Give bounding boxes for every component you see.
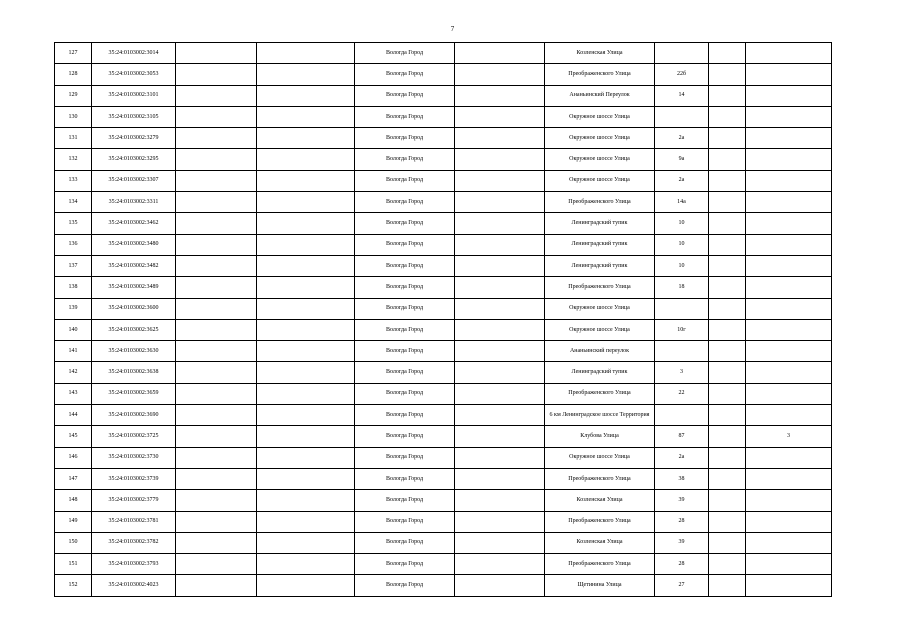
street-cell: Окружное шоссе Улица (545, 106, 655, 127)
street-cell: Преображенского Улица (545, 64, 655, 85)
empty-cell-d (709, 234, 746, 255)
cadastral-number-cell: 35:24:0103002:3730 (92, 447, 176, 468)
row-number-cell: 145 (55, 426, 92, 447)
row-number-cell: 135 (55, 213, 92, 234)
table-row (55, 575, 832, 596)
street-cell: Окружное шоссе Улица (545, 128, 655, 149)
city-cell: Вологда Город (355, 405, 455, 426)
cadastral-number-cell: 35:24:0103002:4023 (92, 575, 176, 596)
empty-cell-b (257, 532, 355, 553)
empty-cell-c (455, 149, 545, 170)
empty-cell-b (257, 511, 355, 532)
city-cell: Вологда Город (355, 426, 455, 447)
apartment-cell (746, 43, 832, 64)
empty-cell-b (257, 426, 355, 447)
apartment-cell (746, 192, 832, 213)
table-row (55, 468, 832, 489)
row-number-cell: 131 (55, 128, 92, 149)
house-number-cell: 87 (655, 426, 709, 447)
empty-cell-c (455, 405, 545, 426)
apartment-cell (746, 447, 832, 468)
table-row (55, 426, 832, 447)
apartment-cell (746, 85, 832, 106)
empty-cell-d (709, 362, 746, 383)
empty-cell-d (709, 64, 746, 85)
empty-cell-d (709, 128, 746, 149)
table-row (55, 106, 832, 127)
cadastral-number-cell: 35:24:0103002:3793 (92, 554, 176, 575)
empty-cell-c (455, 106, 545, 127)
house-number-cell: 2а (655, 447, 709, 468)
empty-cell-b (257, 234, 355, 255)
empty-cell-d (709, 405, 746, 426)
house-number-cell (655, 106, 709, 127)
apartment-cell (746, 341, 832, 362)
row-number-cell: 152 (55, 575, 92, 596)
cadastral-number-cell: 35:24:0103002:3307 (92, 170, 176, 191)
page-number: 7 (450, 25, 455, 33)
empty-cell-d (709, 532, 746, 553)
city-cell: Вологда Город (355, 362, 455, 383)
city-cell: Вологда Город (355, 234, 455, 255)
table-row (55, 85, 832, 106)
empty-cell-b (257, 170, 355, 191)
house-number-cell: 38 (655, 468, 709, 489)
empty-cell-a (176, 106, 257, 127)
empty-cell-d (709, 575, 746, 596)
empty-cell-d (709, 468, 746, 489)
city-cell: Вологда Город (355, 447, 455, 468)
cadastral-number-cell: 35:24:0103002:3295 (92, 149, 176, 170)
empty-cell-a (176, 405, 257, 426)
apartment-cell (746, 532, 832, 553)
empty-cell-d (709, 319, 746, 340)
street-cell: Окружное шоссе Улица (545, 298, 655, 319)
empty-cell-c (455, 170, 545, 191)
house-number-cell: 22 (655, 383, 709, 404)
empty-cell-a (176, 532, 257, 553)
row-number-cell: 129 (55, 85, 92, 106)
empty-cell-b (257, 468, 355, 489)
empty-cell-c (455, 490, 545, 511)
empty-cell-c (455, 85, 545, 106)
apartment-cell (746, 64, 832, 85)
house-number-cell: 10 (655, 255, 709, 276)
empty-cell-c (455, 192, 545, 213)
cadastral-number-cell: 35:24:0103002:3625 (92, 319, 176, 340)
row-number-cell: 138 (55, 277, 92, 298)
table-row (55, 511, 832, 532)
empty-cell-a (176, 64, 257, 85)
empty-cell-d (709, 170, 746, 191)
row-number-cell: 148 (55, 490, 92, 511)
cadastral-number-cell: 35:24:0103002:3638 (92, 362, 176, 383)
cadastral-number-cell: 35:24:0103002:3659 (92, 383, 176, 404)
empty-cell-a (176, 554, 257, 575)
city-cell: Вологда Город (355, 106, 455, 127)
house-number-cell: 2а (655, 170, 709, 191)
table-row (55, 213, 832, 234)
empty-cell-d (709, 149, 746, 170)
apartment-cell (746, 362, 832, 383)
empty-cell-c (455, 532, 545, 553)
empty-cell-d (709, 277, 746, 298)
cadastral-number-cell: 35:24:0103002:3782 (92, 532, 176, 553)
empty-cell-a (176, 85, 257, 106)
house-number-cell (655, 341, 709, 362)
empty-cell-b (257, 554, 355, 575)
empty-cell-a (176, 490, 257, 511)
house-number-cell: 18 (655, 277, 709, 298)
empty-cell-d (709, 298, 746, 319)
empty-cell-b (257, 255, 355, 276)
street-cell: Ленинградский тупик (545, 213, 655, 234)
row-number-cell: 128 (55, 64, 92, 85)
table-row (55, 362, 832, 383)
city-cell: Вологда Город (355, 213, 455, 234)
table-row (55, 490, 832, 511)
empty-cell-b (257, 192, 355, 213)
apartment-cell (746, 128, 832, 149)
empty-cell-d (709, 426, 746, 447)
table-row (55, 192, 832, 213)
empty-cell-c (455, 341, 545, 362)
row-number-cell: 144 (55, 405, 92, 426)
empty-cell-a (176, 511, 257, 532)
apartment-cell (746, 554, 832, 575)
city-cell: Вологда Город (355, 490, 455, 511)
city-cell: Вологда Город (355, 468, 455, 489)
row-number-cell: 136 (55, 234, 92, 255)
street-cell: Щетинина Улица (545, 575, 655, 596)
empty-cell-a (176, 128, 257, 149)
house-number-cell: 10г (655, 319, 709, 340)
apartment-cell (746, 234, 832, 255)
empty-cell-c (455, 426, 545, 447)
apartment-cell (746, 511, 832, 532)
empty-cell-b (257, 490, 355, 511)
table-row (55, 383, 832, 404)
apartment-cell (746, 468, 832, 489)
street-cell: Ленинградский тупик (545, 255, 655, 276)
row-number-cell: 127 (55, 43, 92, 64)
empty-cell-b (257, 341, 355, 362)
row-number-cell: 146 (55, 447, 92, 468)
city-cell: Вологда Город (355, 255, 455, 276)
empty-cell-a (176, 170, 257, 191)
apartment-cell (746, 277, 832, 298)
empty-cell-a (176, 383, 257, 404)
empty-cell-a (176, 277, 257, 298)
apartment-cell (746, 298, 832, 319)
empty-cell-d (709, 213, 746, 234)
city-cell: Вологда Город (355, 43, 455, 64)
empty-cell-c (455, 255, 545, 276)
empty-cell-c (455, 234, 545, 255)
empty-cell-d (709, 255, 746, 276)
apartment-cell (746, 106, 832, 127)
row-number-cell: 137 (55, 255, 92, 276)
cadastral-number-cell: 35:24:0103002:3014 (92, 43, 176, 64)
cadastral-number-cell: 35:24:0103002:3690 (92, 405, 176, 426)
city-cell: Вологда Город (355, 170, 455, 191)
empty-cell-b (257, 149, 355, 170)
table-row (55, 341, 832, 362)
house-number-cell: 10 (655, 234, 709, 255)
table-row (55, 255, 832, 276)
apartment-cell (746, 255, 832, 276)
empty-cell-c (455, 277, 545, 298)
empty-cell-c (455, 511, 545, 532)
row-number-cell: 139 (55, 298, 92, 319)
apartment-cell (746, 405, 832, 426)
registry-table-body (55, 43, 832, 597)
cadastral-number-cell: 35:24:0103002:3480 (92, 234, 176, 255)
house-number-cell (655, 405, 709, 426)
table-row (55, 554, 832, 575)
empty-cell-c (455, 447, 545, 468)
street-cell: Преображенского Улица (545, 554, 655, 575)
street-cell: Ленинградский тупик (545, 362, 655, 383)
street-cell: Преображенского Улица (545, 511, 655, 532)
empty-cell-c (455, 575, 545, 596)
table-row (55, 43, 832, 64)
row-number-cell: 142 (55, 362, 92, 383)
empty-cell-c (455, 128, 545, 149)
city-cell: Вологда Город (355, 192, 455, 213)
row-number-cell: 151 (55, 554, 92, 575)
city-cell: Вологда Город (355, 554, 455, 575)
empty-cell-a (176, 447, 257, 468)
city-cell: Вологда Город (355, 149, 455, 170)
table-row (55, 64, 832, 85)
empty-cell-b (257, 362, 355, 383)
registry-table (54, 42, 832, 597)
empty-cell-c (455, 383, 545, 404)
house-number-cell: 39 (655, 490, 709, 511)
city-cell: Вологда Город (355, 341, 455, 362)
cadastral-number-cell: 35:24:0103002:3739 (92, 468, 176, 489)
house-number-cell: 27 (655, 575, 709, 596)
street-cell: Преображенского Улица (545, 277, 655, 298)
empty-cell-a (176, 298, 257, 319)
street-cell: Преображенского Улица (545, 192, 655, 213)
table-row (55, 170, 832, 191)
cadastral-number-cell: 35:24:0103002:3725 (92, 426, 176, 447)
cadastral-number-cell: 35:24:0103002:3489 (92, 277, 176, 298)
row-number-cell: 149 (55, 511, 92, 532)
empty-cell-b (257, 319, 355, 340)
empty-cell-b (257, 213, 355, 234)
apartment-cell (746, 149, 832, 170)
street-cell: Ананьинский Переулок (545, 85, 655, 106)
empty-cell-d (709, 192, 746, 213)
house-number-cell: 28 (655, 511, 709, 532)
row-number-cell: 140 (55, 319, 92, 340)
city-cell: Вологда Город (355, 532, 455, 553)
empty-cell-d (709, 341, 746, 362)
city-cell: Вологда Город (355, 277, 455, 298)
city-cell: Вологда Город (355, 511, 455, 532)
city-cell: Вологда Город (355, 128, 455, 149)
empty-cell-d (709, 85, 746, 106)
city-cell: Вологда Город (355, 319, 455, 340)
street-cell: Козленская Улица (545, 532, 655, 553)
row-number-cell: 150 (55, 532, 92, 553)
empty-cell-d (709, 106, 746, 127)
apartment-cell (746, 575, 832, 596)
cadastral-number-cell: 35:24:0103002:3279 (92, 128, 176, 149)
street-cell: Клубова Улица (545, 426, 655, 447)
empty-cell-b (257, 64, 355, 85)
apartment-cell: 3 (746, 426, 832, 447)
empty-cell-a (176, 468, 257, 489)
house-number-cell (655, 43, 709, 64)
street-cell: Ленинградский тупик (545, 234, 655, 255)
city-cell: Вологда Город (355, 298, 455, 319)
street-cell: Преображенского Улица (545, 383, 655, 404)
empty-cell-d (709, 490, 746, 511)
street-cell: Окружное шоссе Улица (545, 149, 655, 170)
empty-cell-c (455, 554, 545, 575)
empty-cell-c (455, 298, 545, 319)
empty-cell-b (257, 43, 355, 64)
cadastral-number-cell: 35:24:0103002:3482 (92, 255, 176, 276)
cadastral-number-cell: 35:24:0103002:3600 (92, 298, 176, 319)
empty-cell-d (709, 554, 746, 575)
house-number-cell: 14а (655, 192, 709, 213)
empty-cell-c (455, 43, 545, 64)
row-number-cell: 147 (55, 468, 92, 489)
street-cell: Преображенского Улица (545, 468, 655, 489)
empty-cell-a (176, 43, 257, 64)
row-number-cell: 141 (55, 341, 92, 362)
house-number-cell: 3 (655, 362, 709, 383)
apartment-cell (746, 319, 832, 340)
row-number-cell: 134 (55, 192, 92, 213)
house-number-cell: 2а (655, 128, 709, 149)
empty-cell-c (455, 64, 545, 85)
city-cell: Вологда Город (355, 64, 455, 85)
apartment-cell (746, 383, 832, 404)
empty-cell-a (176, 362, 257, 383)
table-row (55, 298, 832, 319)
house-number-cell: 22б (655, 64, 709, 85)
empty-cell-c (455, 213, 545, 234)
empty-cell-b (257, 106, 355, 127)
table-row (55, 277, 832, 298)
empty-cell-c (455, 362, 545, 383)
apartment-cell (746, 490, 832, 511)
table-row (55, 319, 832, 340)
table-row (55, 532, 832, 553)
empty-cell-a (176, 234, 257, 255)
empty-cell-d (709, 447, 746, 468)
cadastral-number-cell: 35:24:0103002:3462 (92, 213, 176, 234)
empty-cell-b (257, 447, 355, 468)
house-number-cell (655, 298, 709, 319)
empty-cell-a (176, 319, 257, 340)
empty-cell-a (176, 341, 257, 362)
city-cell: Вологда Город (355, 85, 455, 106)
empty-cell-a (176, 213, 257, 234)
table-row (55, 128, 832, 149)
cadastral-number-cell: 35:24:0103002:3105 (92, 106, 176, 127)
table-row (55, 234, 832, 255)
empty-cell-c (455, 319, 545, 340)
empty-cell-b (257, 128, 355, 149)
house-number-cell: 14 (655, 85, 709, 106)
empty-cell-b (257, 298, 355, 319)
empty-cell-c (455, 468, 545, 489)
city-cell: Вологда Город (355, 383, 455, 404)
empty-cell-b (257, 383, 355, 404)
empty-cell-d (709, 383, 746, 404)
apartment-cell (746, 170, 832, 191)
table-row (55, 405, 832, 426)
row-number-cell: 132 (55, 149, 92, 170)
empty-cell-b (257, 575, 355, 596)
street-cell: Ананьинский переулок (545, 341, 655, 362)
house-number-cell: 9а (655, 149, 709, 170)
street-cell: 6 км Ленинградское шоссе Территория (545, 405, 655, 426)
empty-cell-a (176, 426, 257, 447)
street-cell: Окружное шоссе Улица (545, 319, 655, 340)
empty-cell-a (176, 255, 257, 276)
row-number-cell: 130 (55, 106, 92, 127)
cadastral-number-cell: 35:24:0103002:3311 (92, 192, 176, 213)
house-number-cell: 39 (655, 532, 709, 553)
empty-cell-b (257, 405, 355, 426)
street-cell: Козленская Улица (545, 490, 655, 511)
cadastral-number-cell: 35:24:0103002:3779 (92, 490, 176, 511)
row-number-cell: 143 (55, 383, 92, 404)
empty-cell-a (176, 192, 257, 213)
empty-cell-d (709, 511, 746, 532)
cadastral-number-cell: 35:24:0103002:3630 (92, 341, 176, 362)
row-number-cell: 133 (55, 170, 92, 191)
cadastral-number-cell: 35:24:0103002:3781 (92, 511, 176, 532)
empty-cell-b (257, 277, 355, 298)
table-row (55, 447, 832, 468)
empty-cell-b (257, 85, 355, 106)
street-cell: Окружное шоссе Улица (545, 170, 655, 191)
city-cell: Вологда Город (355, 575, 455, 596)
cadastral-number-cell: 35:24:0103002:3101 (92, 85, 176, 106)
empty-cell-a (176, 575, 257, 596)
street-cell: Козленская Улица (545, 43, 655, 64)
house-number-cell: 10 (655, 213, 709, 234)
empty-cell-a (176, 149, 257, 170)
empty-cell-d (709, 43, 746, 64)
house-number-cell: 28 (655, 554, 709, 575)
street-cell: Окружное шоссе Улица (545, 447, 655, 468)
cadastral-number-cell: 35:24:0103002:3053 (92, 64, 176, 85)
apartment-cell (746, 213, 832, 234)
table-row (55, 149, 832, 170)
